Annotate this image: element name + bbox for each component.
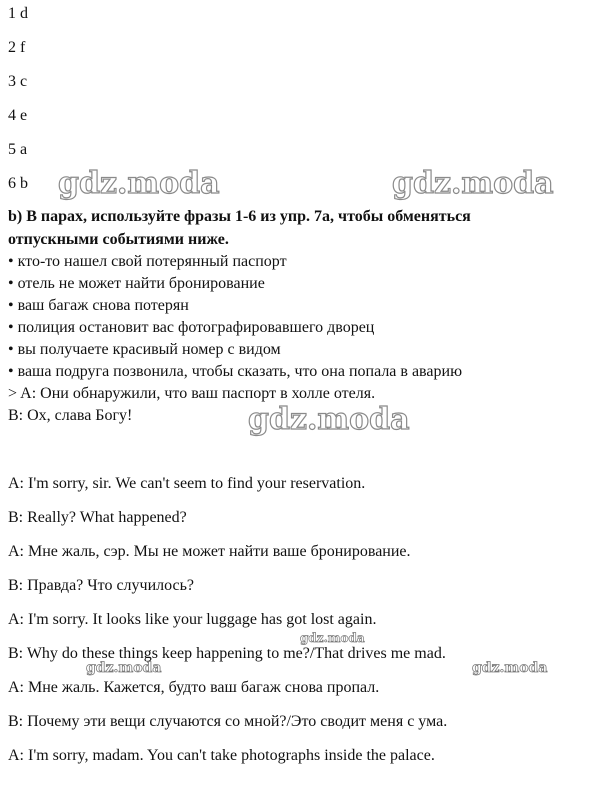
watermark-logo: gdz.moda <box>472 660 548 676</box>
answer-2: 2 f <box>8 39 26 56</box>
bullet-item: • кто-то нашел свой потерянный паспорт <box>8 253 287 270</box>
watermark-logo: gdz.moda <box>392 166 554 201</box>
watermark-logo: gdz.moda <box>86 660 162 676</box>
answer-6: 6 b <box>8 175 28 192</box>
watermark-logo: gdz.moda <box>248 402 410 437</box>
bullet-item: • ваш багаж снова потерян <box>8 297 189 314</box>
dialogue-line: B: Почему эти вещи случаются со мной?/Это сводит меня с ума. <box>8 713 448 730</box>
task-heading-line-1: b) В парах, используйте фразы 1-6 из упр. 7а, чтобы обменяться <box>8 208 471 225</box>
answer-5: 5 a <box>8 141 28 158</box>
dialogue-line: B: Правда? Что случилось? <box>8 577 195 594</box>
answer-1: 1 d <box>8 5 28 22</box>
example-line-b: B: Ох, слава Богу! <box>8 407 133 424</box>
dialogue-line: A: I'm sorry, sir. We can't seem to find your reservation. <box>8 475 366 492</box>
watermark-logo: gdz.moda <box>300 631 365 645</box>
example-line-a: > A: Они обнаружили, что ваш паспорт в холле отеля. <box>8 385 376 402</box>
answer-4: 4 e <box>8 107 28 124</box>
answer-3: 3 c <box>8 73 28 90</box>
dialogue-line: A: I'm sorry. It looks like your luggage has got lost again. <box>8 611 377 628</box>
dialogue-line: A: Мне жаль. Кажется, будто ваш багаж снова пропал. <box>8 679 380 696</box>
task-heading-line-2: отпускными событиями ниже. <box>8 231 229 248</box>
dialogue-line: A: Мне жаль, сэр. Мы не может найти ваше бронирование. <box>8 543 411 560</box>
bullet-item: • вы получаете красивый номер с видом <box>8 341 281 358</box>
dialogue-line: B: Why do these things keep happening to me?/That drives me mad. <box>8 645 446 662</box>
bullet-item: • ваша подруга позвонила, чтобы сказать, что она попала в аварию <box>8 363 463 380</box>
dialogue-line: A: I'm sorry, madam. You can't take photographs inside the palace. <box>8 747 435 764</box>
bullet-item: • отель не может найти бронирование <box>8 275 265 292</box>
dialogue-line: B: Really? What happened? <box>8 509 187 526</box>
bullet-item: • полиция остановит вас фотографировавшего дворец <box>8 319 375 336</box>
watermark-logo: gdz.moda <box>58 166 220 201</box>
